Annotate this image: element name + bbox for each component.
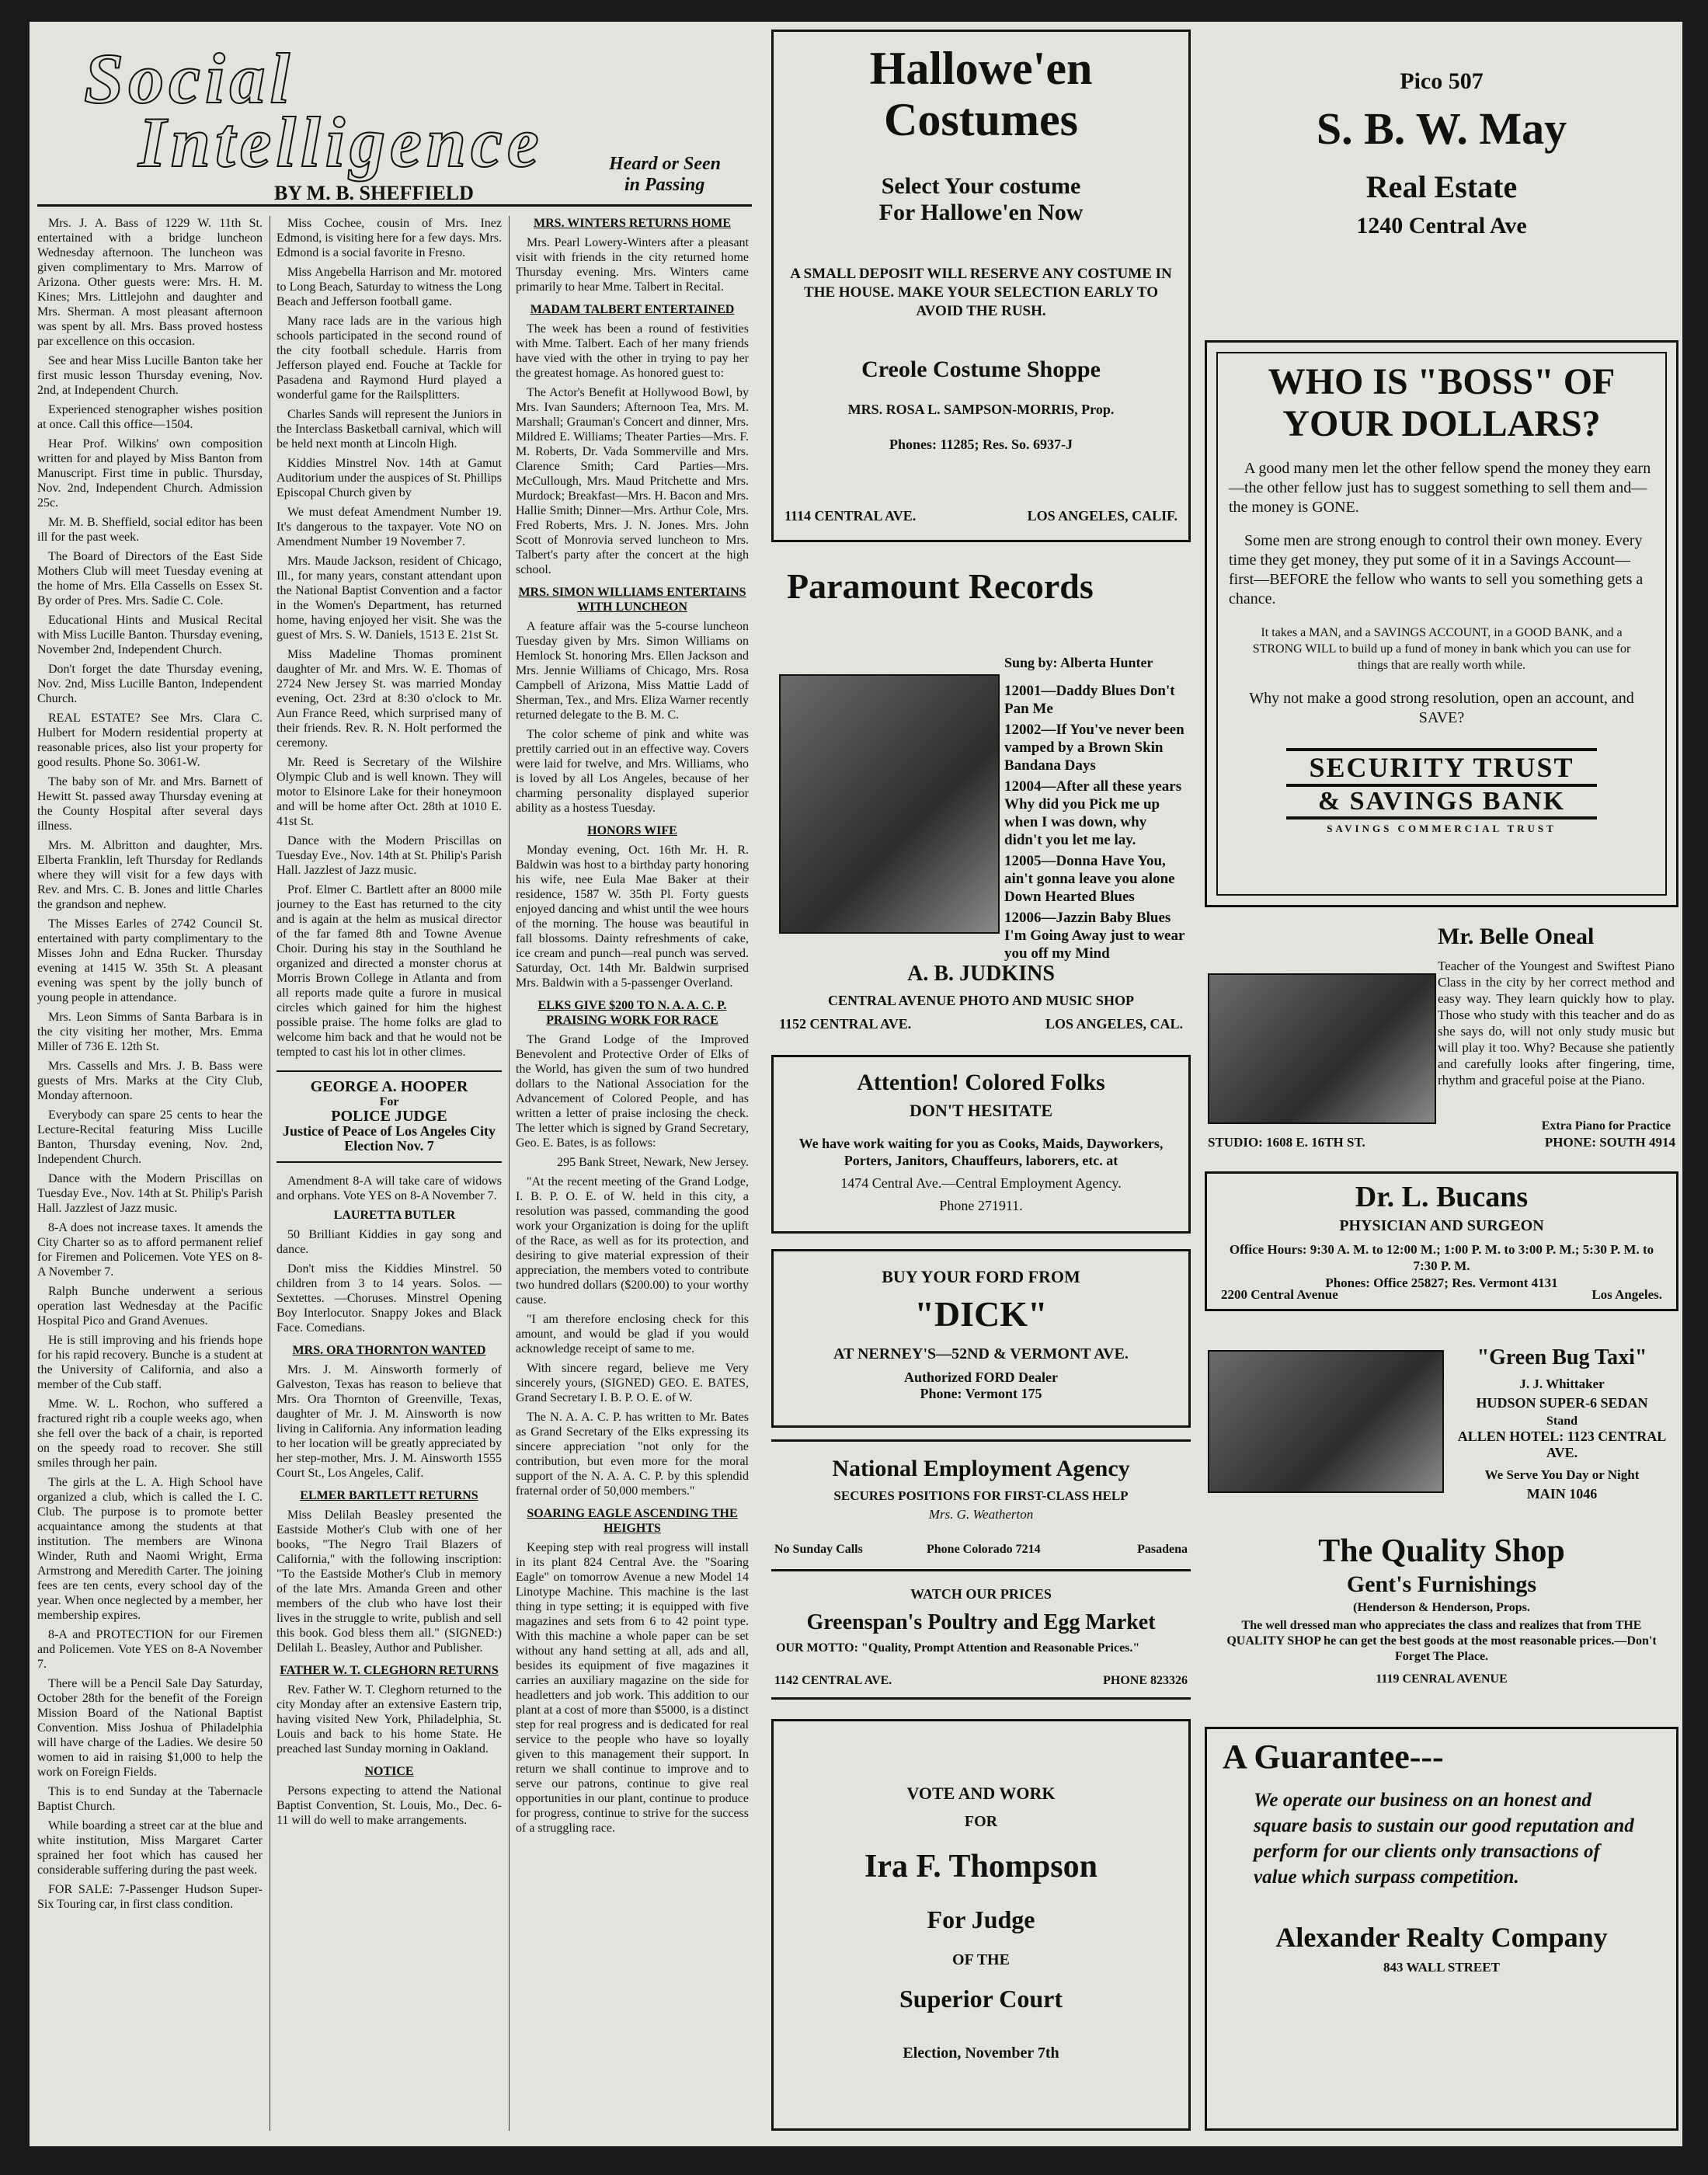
thompson-date: Election, November 7th bbox=[903, 2044, 1059, 2062]
news-column-1 bbox=[37, 216, 263, 2131]
paramount-address: 1152 CENTRAL AVE. bbox=[779, 1016, 912, 1032]
headline: HONORS WIFE bbox=[587, 824, 677, 837]
taxi-car: HUDSON SUPER-6 SEDAN bbox=[1476, 1395, 1648, 1411]
ads-right bbox=[1201, 22, 1682, 2146]
item: FOR SALE: 7-Passenger Hudson Super-Six Touring car, in first class condition. bbox=[37, 1883, 263, 1911]
oneal-title: Mr. Belle Oneal bbox=[1438, 924, 1595, 949]
headline: NOTICE bbox=[364, 1765, 414, 1778]
item: The Grand Lodge of the Improved Benevolent and Protective Order of Elks of the World, has given the sum of two hundred dollars to the National Association for the Advancement of Colored People, and has written a letter of praise inclosing the check. The letter which is signed by Grand Secretary, Geo. E. Bates, is as follows: bbox=[516, 1033, 749, 1150]
halloween-phones: Phones: 11285; Res. So. 6937-J bbox=[889, 437, 1073, 452]
column-rule bbox=[509, 216, 510, 2131]
thompson-line-5: Superior Court bbox=[899, 1985, 1063, 2013]
attention-ad bbox=[771, 1055, 1191, 1234]
paramount-sung-by: Sung by: Alberta Hunter bbox=[1004, 655, 1153, 670]
ads-middle bbox=[767, 22, 1195, 2146]
item: Ralph Bunche underwent a serious operation last Wednesday at the Pacific Hospital Pico and Grand Avenues. bbox=[37, 1285, 263, 1328]
headline: MRS. WINTERS RETURNS HOME bbox=[534, 217, 731, 230]
headline: FATHER W. T. CLEGHORN RETURNS bbox=[280, 1664, 499, 1677]
thompson-line-4: OF THE bbox=[952, 1951, 1010, 1968]
national-left: No Sunday Calls bbox=[774, 1543, 863, 1556]
item: LAURETTA BUTLER bbox=[333, 1209, 456, 1222]
item: Kiddies Minstrel Nov. 14th at Gamut Auditorium under the auspices of St. Phillips Episcopal Church given by bbox=[277, 457, 502, 499]
item: Miss Delilah Beasley presented the Eastside Mother's Club with one of her books, "The Negro Trail Blazers of California," with the following inscription: "To the Eastside Mother's Club in memory of the late Mrs. Amanda Green and other members of the club who have lost their lives in the struggle to write, publish and sell this book. God bless them all." (SIGNED:) Delilah L. Beasley, Author and Publisher. bbox=[277, 1509, 502, 1655]
item: The girls at the L. A. High School have organized a club, which is called the I. C. Club. The purpose is to promote better acquaintance among the students at that institution. The members are Winona Winder, Ruth and Naomi Wright, Erma Armstrong and Meredith Carter. The joining fees are ten cents, every school day of the year. When once neglected by a member, her membership expires. bbox=[37, 1476, 263, 1622]
byline: BY M. B. SHEFFIELD bbox=[274, 182, 474, 204]
may-title: Real Estate bbox=[1365, 169, 1518, 204]
greenspan-address: 1142 CENTRAL AVE. bbox=[774, 1674, 892, 1687]
halloween-ad bbox=[771, 30, 1191, 542]
oneal-phone: PHONE: SOUTH 4914 bbox=[1544, 1135, 1675, 1150]
guarantee-title: A Guarantee--- bbox=[1223, 1738, 1444, 1776]
oneal-ad bbox=[1205, 919, 1678, 1160]
thompson-line-2: FOR bbox=[964, 1813, 998, 1830]
header-subtitle bbox=[609, 154, 721, 196]
dick-line-2: AT NERNEY'S—52ND & VERMONT AVE. bbox=[833, 1345, 1129, 1362]
item: Amendment 8-A will take care of widows and orphans. Vote YES on 8-A November 7. bbox=[277, 1174, 502, 1202]
song-item: 12002—If You've never been vamped by a Brown Skin Bandana Days bbox=[1004, 722, 1184, 774]
national-title: National Employment Agency bbox=[832, 1456, 1130, 1481]
may-pico: Pico 507 bbox=[1400, 68, 1484, 94]
song-list bbox=[1004, 682, 1187, 966]
item: REAL ESTATE? See Mrs. Clara C. Hulbert for Modern residential property at reasonable prices, also list your property for good results. Phone So. 3061-W. bbox=[37, 712, 263, 769]
thompson-line-1: VOTE AND WORK bbox=[906, 1784, 1056, 1803]
item: Mrs. Leon Simms of Santa Barbara is in the city visiting her mother, Mrs. Emma Miller of 736 E. 12th St. bbox=[37, 1011, 263, 1053]
headline: ELKS GIVE $200 TO N. A. A. C. P. PRAISING WORK FOR RACE bbox=[537, 999, 727, 1027]
item: Everybody can spare 25 cents to hear the Lecture-Recital featuring Miss Lucille Banton, Thursday evening, Nov. 2nd, Independent Church. bbox=[37, 1108, 263, 1166]
hooper-ad bbox=[277, 1070, 502, 1163]
paramount-city: LOS ANGELES, CAL. bbox=[1045, 1016, 1183, 1032]
headline: MADAM TALBERT ENTERTAINED bbox=[530, 303, 735, 316]
song-item: 12005—Donna Have You, ain't gonna leave you alone Down Hearted Blues bbox=[1004, 853, 1175, 905]
attention-body: We have work waiting for you as Cooks, Maids, Dayworkers, Porters, Janitors, Chauffeurs, laborers, etc. at bbox=[798, 1136, 1164, 1168]
item: Miss Cochee, cousin of Mrs. Inez Edmond, is visiting here for a few days. Mrs. Edmond is a social favorite in Fresno. bbox=[277, 217, 502, 259]
subtitle-line-2: in Passing bbox=[624, 175, 705, 195]
greenspan-motto: OUR MOTTO: "Quality, Prompt Attention and Reasonable Prices." bbox=[776, 1641, 1140, 1655]
oneal-extra: Extra Piano for Practice bbox=[1541, 1119, 1671, 1133]
item: The Misses Earles of 2742 Council St. entertained with party complimentary to the Misses John and Edna Rucker. Thursday evening at 1415 W. 35th St. A pleasant evening was spent by the jolly bunch of young people in attendance. bbox=[37, 917, 263, 1004]
paramount-title: Paramount Records bbox=[787, 566, 1094, 606]
halloween-line: Select Your costume bbox=[881, 173, 1081, 199]
item: With sincere regard, believe me Very sincerely yours, (SIGNED) GEO. E. BATES, Grand Secretary I. B. P. O. E. of W. bbox=[516, 1362, 749, 1404]
headline: MRS. SIMON WILLIAMS ENTERTAINS WITH LUNCHEON bbox=[518, 586, 746, 614]
item: This is to end Sunday at the Tabernacle Baptist Church. bbox=[37, 1785, 263, 1813]
item: The Board of Directors of the East Side Mothers Club will meet Tuesday evening at the home of Mrs. Ella Cassells on Essex St. By order of Pres. Mrs. Sadie C. Cole. bbox=[37, 550, 263, 607]
song-item: 12001—Daddy Blues Don't Pan Me bbox=[1004, 683, 1175, 717]
boss-p4: Why not make a good strong resolution, open an account, and SAVE? bbox=[1249, 690, 1634, 726]
thompson-name: Ira F. Thompson bbox=[864, 1849, 1098, 1884]
taxi-serve: We Serve You Day or Night bbox=[1484, 1467, 1640, 1482]
item: Dance with the Modern Priscillas on Tuesday Eve., Nov. 14th at St. Philip's Parish Hall. Jazzlest of Jazz music. bbox=[37, 1172, 263, 1215]
bucans-address: 2200 Central Avenue bbox=[1221, 1287, 1338, 1302]
item: Mrs. Cassells and Mrs. J. B. Bass were guests of Mrs. Marks at the City Club, Monday afternoon. bbox=[37, 1060, 263, 1102]
hooper-name: GEORGE A. HOOPER bbox=[310, 1078, 468, 1095]
thompson-line-3: For Judge bbox=[927, 1905, 1035, 1933]
bucans-hours: Office Hours: 9:30 A. M. to 12:00 M.; 1:00 P. M. to 3:00 P. M.; 5:30 P. M. to 7:30 P. M. bbox=[1229, 1242, 1654, 1273]
halloween-line-2: For Hallowe'en Now bbox=[878, 200, 1084, 225]
bank-name-1: SECURITY TRUST bbox=[1286, 748, 1597, 787]
subtitle-line-1: Heard or Seen bbox=[609, 154, 721, 174]
hooper-office-2: Justice of Peace of Los Angeles City bbox=[283, 1123, 496, 1139]
taxi-car-photo bbox=[1208, 1350, 1444, 1493]
item: Monday evening, Oct. 16th Mr. H. R. Baldwin was host to a birthday party honoring his wife, nee Eula Mae Baker at their residence, 1587 W. 35th Pl. Forty guests enjoyed dancing and whist until the wee hours of the morning. The house was beautiful in fall blossoms. Dainty refreshments of cake, ice cream and punch—real punch was served. Saturday, Oct. 14th Mr. Baldwin surprised Mrs. Baldwin with a 5-passenger Overland. bbox=[516, 844, 749, 990]
item: Mrs. Pearl Lowery-Winters after a pleasant visit with friends in the city returned home Thursday evening. Mrs. Winters came primarily to hear Mme. Talbert in Recital. bbox=[516, 236, 749, 294]
national-employment-ad bbox=[771, 1439, 1191, 1571]
boss-p3: It takes a MAN, and a SAVINGS ACCOUNT, in a GOOD BANK, and a STRONG WILL to build up a fund of money in bank which you can use for things that are really worth while. bbox=[1252, 626, 1631, 672]
song-item: 12006—Jazzin Baby Blues I'm Going Away just to wear you off my Mind bbox=[1004, 910, 1185, 962]
headline: MRS. ORA THORNTON WANTED bbox=[292, 1344, 486, 1357]
item: Educational Hints and Musical Recital with Miss Lucille Banton. Thursday evening, November 2nd, Independent Church. bbox=[37, 614, 263, 656]
quality-shop-ad bbox=[1205, 1525, 1678, 1711]
item: Hear Prof. Wilkins' own composition written for and played by Miss Banton from Manuscript. First time in public. Thursday, Nov. 2nd, Independent Church. Admission 25c. bbox=[37, 437, 263, 510]
piano-class-photo bbox=[1208, 973, 1436, 1124]
item: Mr. M. B. Sheffield, social editor has been ill for the past week. bbox=[37, 516, 263, 544]
item: Miss Angebella Harrison and Mr. motored to Long Beach, Saturday to witness the Long Beach and Jefferson football game. bbox=[277, 266, 502, 308]
item: Mr. Reed is Secretary of the Wilshire Olympic Club and is well known. They will motor to Elsinore Lake for their honeymoon and will be home after Oct. 28th at 1010 E. 41st St. bbox=[277, 756, 502, 828]
item: "At the recent meeting of the Grand Lodge, I. B. P. O. E. of W. held in this city, a resolution was passed, commanding the good work your Organization is doing for the uplift of the Race, as well as for its protection, and desiring to give material expression of their appreciation, the members voted to contribute two hundred dollars ($200.00) to your worthy cause. bbox=[516, 1175, 749, 1307]
item: See and hear Miss Lucille Banton take her first music lesson Thursday evening, Nov. 2nd, at Independent Church. bbox=[37, 354, 263, 397]
attention-address: 1474 Central Ave.—Central Employment Agency. bbox=[840, 1175, 1122, 1191]
boss-p2: Some men are strong enough to control their own money. Every time they get money, they put some of it in a Savings Account—first—BEFORE the fellow who wants to sell you something gets a chance. bbox=[1229, 532, 1644, 607]
boss-title-2: YOUR DOLLARS? bbox=[1282, 403, 1601, 444]
item: Mrs. M. Albritton and daughter, Mrs. Elberta Franklin, left Thursday for Redlands where they will visit for a few days with Rev. and Mrs. C. B. Jones and little Charles the grandson and nephew. bbox=[37, 839, 263, 911]
attention-title: Attention! Colored Folks bbox=[857, 1070, 1105, 1095]
item: The Actor's Benefit at Hollywood Bowl, by Mrs. Ivan Saunders; Afternoon Tea, Mrs. M. Marshall; Grauman's Concert and dinner, Mrs. Mildred E. Williams; Theater Parties—Mrs. F. M. Roberts, Dr. Vada Sommerville and Mrs. Clarence Smith; Card Parties—Mrs. McCullough, Mrs. Maud Pritchette and Mrs. Murdock; Breakfast—Mrs. H. Bacon and Mrs. Hallie Smith; Dinner—Mrs. Arthur Cole, Mrs. Fred Roberts, Mrs. J. N. Jones. Mrs. John Scott of Monrovia served luncheon to Mrs. Talbert's party after the concert at the high school. bbox=[516, 386, 749, 576]
taxi-phone: MAIN 1046 bbox=[1526, 1486, 1598, 1502]
national-sub: SECURES POSITIONS FOR FIRST-CLASS HELP bbox=[833, 1488, 1129, 1503]
item: 50 Brilliant Kiddies in gay song and dance. bbox=[277, 1228, 502, 1256]
bucans-phones: Phones: Office 25827; Res. Vermont 4131 bbox=[1325, 1275, 1558, 1290]
item: Many race lads are in the various high schools participated in the second round of the city football schedule. Harris from Jefferson played end. Fouche at Tackle for Pasadena and Raymond Hurd played a wonderful game for the Railsplitters. bbox=[277, 315, 502, 402]
dick-line-1: BUY YOUR FORD FROM bbox=[882, 1267, 1080, 1286]
taxi-stand: Stand bbox=[1546, 1415, 1578, 1428]
item: There will be a Pencil Sale Day Saturday, October 28th for the benefit of the Foreign Mission Board of the National Baptist Convention. Miss Joshua of Philadelphia will have charge of the Ladies. We desire 50 women to aid in raising $1,000 to help the work on Foreign Fields. bbox=[37, 1677, 263, 1779]
taxi-name: J. J. Whittaker bbox=[1519, 1376, 1605, 1391]
item: The week has been a round of festivities with Mme. Talbert. Each of her many friends have vied with the other in trying to pay her the greatest homage. As honored guest to: bbox=[516, 322, 749, 380]
header-title-2: Intelligence bbox=[138, 103, 544, 182]
guarantee-company: Alexander Realty Company bbox=[1275, 1922, 1608, 1953]
item: 8-A does not increase taxes. It amends the City Charter so as to afford permanent relief for Firemen and Policemen. Vote YES on 8-A November 7. bbox=[37, 1221, 263, 1279]
greenspan-phone: PHONE 823326 bbox=[1103, 1674, 1188, 1687]
item: We must defeat Amendment Number 19. It's dangerous to the taxpayer. Vote NO on Amendment Number 19 November 7. bbox=[277, 506, 502, 548]
paramount-shop: A. B. JUDKINS bbox=[907, 962, 1055, 986]
may-name: S. B. W. May bbox=[1316, 103, 1567, 154]
news-column-3 bbox=[516, 216, 749, 2131]
headline: ELMER BARTLETT RETURNS bbox=[300, 1489, 478, 1502]
item: Don't forget the date Thursday evening, Nov. 2nd, Miss Lucille Banton, Independent Church. bbox=[37, 663, 263, 705]
boss-title: WHO IS "BOSS" OF bbox=[1268, 361, 1616, 402]
halloween-address: 1114 CENTRAL AVE. bbox=[784, 508, 917, 524]
item: The N. A. A. C. P. has written to Mr. Bates as Grand Secretary of the Elks expressing its sincere appreciation "not only for the contribution, but even more for the moral support of the N. A. A. C. P. by this splendid fraternal order of 50,000 members." bbox=[516, 1411, 749, 1498]
bucans-ad bbox=[1205, 1171, 1678, 1311]
security-bank-ad bbox=[1205, 340, 1678, 907]
item: Mrs. J. M. Ainsworth formerly of Galveston, Texas has reason to believe that Mrs. Ora Thornton of Greenville, Texas, daughter of Mr. J. M. Ainsworth is now living in California. Any information leading to her location will be greatly appreciated by her step-mother, Mrs. J. M. Ainsworth 1555 Court St., Los Angeles, Calif. bbox=[277, 1363, 502, 1480]
news-column-2 bbox=[277, 216, 502, 2131]
may-address: 1240 Central Ave bbox=[1356, 213, 1527, 238]
social-section bbox=[30, 22, 760, 2146]
bank-name-3: SAVINGS COMMERCIAL TRUST bbox=[1327, 823, 1557, 834]
halloween-title: Hallowe'en bbox=[869, 43, 1093, 94]
item: Mrs. Maude Jackson, resident of Chicago, Ill., for many years, constant attendant upon the National Baptist Convention and a factor in the Women's Department, has returned home, having enjoyed her visit. She was the guest of Mrs. S. W. Daniels, 1513 E. 21st St. bbox=[277, 555, 502, 642]
bank-logo bbox=[1286, 748, 1597, 835]
thompson-ad bbox=[771, 1719, 1191, 2131]
item: The baby son of Mr. and Mrs. Barnett of Hewitt St. passed away Thursday evening at the County Hospital after several days illness. bbox=[37, 775, 263, 833]
item: 8-A and PROTECTION for our Firemen and Policemen. Vote YES on 8-A November 7. bbox=[37, 1628, 263, 1671]
item: A feature affair was the 5-course luncheon Tuesday given by Mrs. Simon Williams on Hemlock St. honoring Mrs. Ellen Jackson and Mrs. Jennie Williams of Chicago, Mrs. Rosa Campbell of Arizona, Miss Mattie Ladd of Sherman, Tex., and Mrs. Eliza Warner recently returned delegate to the B. M. C. bbox=[516, 620, 749, 722]
halloween-title-2: Costumes bbox=[884, 94, 1078, 145]
item: "I am therefore enclosing check for this amount, and would be glad if you would acknowledge receipt of same to me. bbox=[516, 1313, 749, 1355]
hooper-for: For bbox=[379, 1095, 399, 1108]
greenspan-watch: WATCH OUR PRICES bbox=[910, 1586, 1052, 1602]
paramount-desc: CENTRAL AVENUE PHOTO AND MUSIC SHOP bbox=[828, 993, 1134, 1008]
guarantee-address: 843 WALL STREET bbox=[1383, 1960, 1500, 1975]
item: Don't miss the Kiddies Minstrel. 50 children from 3 to 14 years. Solos. —Sextettes. —Choruses. Minstrel Opening Boy Interlocutor. Snappy Jokes and Black Face. Comedians. bbox=[277, 1262, 502, 1335]
alexander-realty-ad bbox=[1205, 1727, 1678, 2131]
guarantee-body: We operate our business on an honest and square basis to sustain our good reputation and perform for our clients only transactions of value which surpass competition. bbox=[1254, 1790, 1634, 1888]
item: Persons expecting to attend the National Baptist Convention, St. Louis, Mo., Dec. 6-11 will do well to make arrangements. bbox=[277, 1784, 502, 1827]
item: Charles Sands will represent the Juniors in the Interclass Basketball carnival, which will be held next month at Lincoln High. bbox=[277, 408, 502, 451]
hooper-office: POLICE JUDGE bbox=[331, 1108, 447, 1125]
hooper-date: Election Nov. 7 bbox=[344, 1138, 434, 1154]
dick-name: "DICK" bbox=[914, 1294, 1048, 1334]
item: While boarding a street car at the blue and white institution, Miss Margaret Carter sprained her foot which has caused her considerable suffering during the past week. bbox=[37, 1819, 263, 1877]
may-ad bbox=[1205, 30, 1678, 325]
quality-title: The Quality Shop bbox=[1318, 1533, 1565, 1569]
bank-name-2: & SAVINGS BANK bbox=[1286, 787, 1597, 820]
item: The color scheme of pink and white was prettily carried out in an effective way. Covers were laid for twelve, and Mrs. Williams, who is loved by all Los Angeles, because of her charming personality displayed superior ability as a hostess Tuesday. bbox=[516, 728, 749, 815]
item: Dance with the Modern Priscillas on Tuesday Eve., Nov. 14th at St. Philip's Parish Hall. Jazzlest of Jazz music. bbox=[277, 834, 502, 877]
taxi-title: "Green Bug Taxi" bbox=[1477, 1345, 1647, 1369]
item: Rev. Father W. T. Cleghorn returned to the city Monday after an extensive Eastern trip, having visited New York, Philadelphia, St. Louis and back to his home State. He preached last Sunday morning in Oakland. bbox=[277, 1683, 502, 1756]
quality-props: (Henderson & Henderson, Props. bbox=[1353, 1601, 1530, 1614]
halloween-city: LOS ANGELES, CALIF. bbox=[1027, 508, 1178, 524]
attention-phone: Phone 271911. bbox=[939, 1198, 1023, 1213]
national-phone: Phone Colorado 7214 bbox=[927, 1543, 1041, 1556]
item: 295 Bank Street, Newark, New Jersey. bbox=[557, 1156, 749, 1169]
greenspan-title: Greenspan's Poultry and Egg Market bbox=[806, 1610, 1156, 1634]
song-item: 12004—After all these years Why did you Pick me up when I was down, why didn't you let me lay. bbox=[1004, 778, 1182, 848]
item: Mrs. J. A. Bass of 1229 W. 11th St. entertained with a bridge luncheon Wednesday afternoon. The luncheon was given complimentary to Mrs. Marrow of Arizona. Other guests were: Mrs. H. M. Kines; Mrs. Littlejohn and daughter and Mrs. Sherman. A most pleasant afternoon was spent by all. Mrs. Bass proved hostess par excellence on this occasion. bbox=[37, 217, 263, 348]
dick-line-3: Authorized FORD Dealer bbox=[904, 1369, 1058, 1385]
item: Keeping step with real progress will install in its plant 824 Central Ave. the "Soaring Eagle" on tomorrow Avenue a new Model 14 Linotype Machine. This machine is the last thing in type setting; it is equipped with five magazines and sets from 6 to 42 point type. With this machine a whole paper can be set without any hand setting at all, ads and all, besides its equipment of five magazines it carries an auxiliary magazine on the side for headletters and job work. This addition to our plant at a cost of more than $5000, is a distinct step for real progress and is dedicated for real service to the people who have so loyally given to this management their support. In return we shall continue to improve and to serve our patrons, continue to give real opportunities in our plant, continue to produce for progress, continue to strive for the success of a struggling race. bbox=[516, 1541, 749, 1835]
bucans-city: Los Angeles. bbox=[1591, 1287, 1662, 1302]
item: Mme. W. L. Rochon, who suffered a fractured right rib a couple weeks ago, when she fell over the back of a chair, is reported on the speedy road to recover. She still smiles through her pain. bbox=[37, 1397, 263, 1470]
halloween-prop: MRS. ROSA L. SAMPSON-MORRIS, Prop. bbox=[847, 402, 1115, 417]
halloween-shop: Creole Costume Shoppe bbox=[861, 357, 1101, 382]
paramount-ad bbox=[771, 558, 1191, 1039]
bucans-title: PHYSICIAN AND SURGEON bbox=[1339, 1217, 1544, 1234]
item: Miss Madeline Thomas prominent daughter of Mr. and Mrs. W. E. Thomas of 2724 New Jersey St. was married Monday evening, Oct. 23rd at 8:30 o'clock to Mr. Aun France Reed, which surprised many of their friends. Rev. R. N. Holt performed the ceremony. bbox=[277, 648, 502, 750]
header-title-1: Social bbox=[84, 39, 295, 118]
quality-sub: Gent's Furnishings bbox=[1346, 1571, 1537, 1597]
halloween-deposit: A SMALL DEPOSIT WILL RESERVE ANY COSTUME IN THE HOUSE. MAKE YOUR SELECTION EARLY TO AVOID THE RUSH. bbox=[790, 266, 1172, 319]
item: Experienced stenographer wishes position at once. Call this office—1504. bbox=[37, 403, 263, 431]
boss-p1: A good many men let the other fellow spend the money they earn—the other fellow just has to suggest something to sell them and—the money is GONE. bbox=[1229, 460, 1651, 516]
taxi-hotel: ALLEN HOTEL: 1123 CENTRAL AVE. bbox=[1457, 1429, 1667, 1460]
singer-photo bbox=[779, 674, 1000, 934]
dick-phone: Phone: Vermont 175 bbox=[920, 1386, 1042, 1401]
taxi-ad bbox=[1205, 1327, 1678, 1513]
national-city: Pasadena bbox=[1137, 1543, 1188, 1556]
item: Prof. Elmer C. Bartlett after an 8000 mile journey to the East has returned to the city and is again at the helm as musical director of the far famed 8th and Towne Avenue Choir. During his stay in the Southland he organized and directed a monster chorus at Morris Brown College in Atlanta and from all reports made quite a furore in musical circles which gained for him the highest possible praise. The home folks are glad to welcome him back and that he would not be tempted to cast his lot in other climes. bbox=[277, 883, 502, 1059]
item: He is still improving and his friends hope for his rapid recovery. Bunche is a student at the University of California, and also a member of the Cub staff. bbox=[37, 1334, 263, 1391]
oneal-studio: STUDIO: 1608 E. 16TH ST. bbox=[1208, 1135, 1365, 1150]
quality-body: The well dressed man who appreciates the class and realizes that from THE QUALITY SHOP he can get the best goods at the most reasonable prices.—Don't Forget The Place. bbox=[1226, 1619, 1657, 1663]
national-name: Mrs. G. Weatherton bbox=[928, 1507, 1034, 1522]
greenspan-ad bbox=[771, 1583, 1191, 1700]
oneal-body: Teacher of the Youngest and Swiftest Piano Class in the city by her correct method and easy way. They learn quickly how to play. Those who study with this teacher and do as she says do, will not only study music but will play it too. Why? Because she patiently and carefully looks after fingering, time, rhythm and graceful poise at the Piano. bbox=[1438, 959, 1675, 1088]
quality-address: 1119 CENRAL AVENUE bbox=[1376, 1672, 1508, 1686]
headline: SOARING EAGLE ASCENDING THE HEIGHTS bbox=[527, 1507, 738, 1535]
dick-ford-ad bbox=[771, 1249, 1191, 1428]
attention-sub: DON'T HESITATE bbox=[909, 1101, 1052, 1120]
newspaper-page bbox=[30, 22, 1682, 2146]
section-header bbox=[37, 30, 752, 207]
bucans-name: Dr. L. Bucans bbox=[1355, 1181, 1529, 1213]
